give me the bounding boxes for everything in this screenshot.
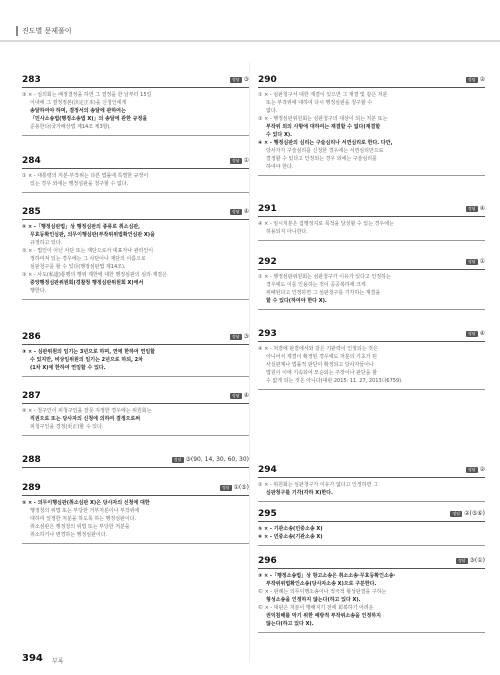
column-divider (249, 62, 250, 662)
explanation-line: 피청구인을 경정(更正)할 수 있다. (30, 424, 104, 430)
card-header (22, 392, 249, 404)
answer-card-q296 (258, 557, 485, 633)
card-header (22, 456, 249, 468)
explanation (258, 522, 485, 546)
answer-badge: 정답 (457, 557, 466, 563)
answer-value: ③ (243, 76, 249, 83)
explanation-line: 없다. (266, 108, 278, 114)
answer-badge: 정답 (467, 205, 476, 211)
explanation-line: 이내에 그 결정정본(決定正本)을 신청인에게 (30, 100, 127, 106)
card-header (22, 208, 249, 220)
explanation-line: 수 있지만, 비상임위원의 임기는 2년으로 하되, 2차 (30, 357, 143, 363)
explanation-line: 사실관계나 법률적 판단이 확정되고 당사자들이나 (266, 362, 374, 368)
card-header (258, 557, 485, 569)
explanation-line: 규정하고 있다. (30, 240, 63, 246)
card-header (22, 333, 249, 345)
explanation-line: 중앙행정심판위원회(경찰청 행정심판위원회 X)에서 (30, 280, 144, 286)
card-header (258, 205, 485, 217)
question-number: 289 (22, 483, 41, 493)
question-number: 290 (258, 75, 277, 85)
answer-card-q286 (22, 333, 249, 377)
explanation-line: ⑤ × - 기관소송(민중소송 X) (258, 526, 323, 532)
answer-key (230, 208, 249, 215)
answer-value: ③ (243, 333, 249, 340)
explanation-line: 준용한다(국가배상법 제14조 제3항). (30, 124, 112, 130)
answer-badge: 정답 (467, 466, 476, 472)
footer-section-label: 부록 (52, 658, 64, 665)
explanation-line: 권익침해를 막기 위한 예방적 부작위소송을 인정하지 (266, 613, 381, 619)
answer-card-q287 (22, 392, 249, 436)
answer-card-q293 (258, 330, 485, 390)
explanation-line: 대하여 일정한 처분을 하도록 하는 행정심판이다. (30, 516, 137, 522)
answer-badge: 정답 (231, 76, 240, 82)
explanation-line: © × - 대판은 처분이 행해지기 전에 회복하기 어려운 (258, 605, 374, 611)
header-marker (16, 26, 18, 36)
running-header: 진도별 문제풀이 (22, 27, 72, 35)
answer-badge: 정답 (231, 392, 240, 398)
answer-value: ④ (243, 208, 249, 215)
explanation (258, 569, 485, 633)
explanation-line: ① × - 심판청구서 대한 재결이 있으면 그 재결 및 같은 처분 (258, 92, 388, 98)
answer-value: ④ (479, 330, 485, 337)
explanation-line: 무효등확인심판, 의무이행심판(부작위위법확인심판 X)을 (30, 232, 155, 238)
answer-key (450, 510, 485, 517)
answer-value: ② (479, 466, 485, 473)
explanation-line: 법원이 이에 기속되어 모순되는 주장이나 판단을 할 (266, 370, 377, 376)
explanation-line: 위배된다고 인정하면 그 심판청구를 기각하는 재결을 (266, 290, 381, 296)
explanation-line: ① × - 대통령의 처분·부작위는 다른 법률에 특별한 규정이 (22, 173, 149, 179)
explanation-line: 취소하거나 변경하는 행정심판이다. (30, 532, 108, 538)
answer-card-q295 (258, 510, 485, 546)
explanation-line: ③ × - 행정심판위원회는 심판청구의 대상이 되는 처분 또는 (258, 116, 388, 122)
explanation-line: 또는 부작위에 대하여 다시 행정심판을 청구할 수 (266, 100, 373, 106)
answer-key (466, 330, 485, 337)
explanation-line: 허용되지 아니한다. (266, 229, 308, 235)
answer-value: ③(90, 14, 30, 60, 30) (185, 456, 249, 463)
question-number: 283 (22, 75, 41, 85)
answer-key (466, 258, 485, 265)
explanation-line: 하여야 한다. (266, 164, 294, 170)
explanation-line: ④ × - 행정심판의 심리는 구술심리나 서면심리로 한다. 다만, (258, 140, 393, 146)
answer-badge: 정답 (231, 157, 240, 163)
explanation-line: 있는 경우 외에는 행정심판을 청구할 수 없다. (30, 181, 129, 187)
answer-card-q291 (258, 205, 485, 241)
card-header (258, 258, 485, 270)
explanation-line: ① × - 행정심판위원회는 심판청구가 이유가 있다고 인정하는 (258, 274, 391, 280)
answer-key (230, 392, 249, 399)
answer-key (172, 456, 249, 463)
explanation (258, 342, 485, 390)
explanation-line: 정하여져 있는 경우에는 그 사단이나 재단의 이름으로 (30, 256, 146, 262)
explanation-line: ② × - 법인이 아닌 사단 또는 재단으로서 대표자나 관리인이 (22, 248, 154, 254)
explanation (22, 345, 249, 377)
answer-card-q289 (22, 484, 249, 544)
answer-value: ②(⑤⑥) (464, 510, 485, 517)
answer-badge: 정답 (173, 456, 182, 462)
answer-value: ④ (243, 392, 249, 399)
explanation (258, 478, 485, 502)
answer-badge: 정답 (231, 333, 240, 339)
explanation-line: ④ × - 청구인이 피청구인을 잘못 지정한 경우에는 위원회는 (22, 408, 152, 414)
answer-badge: 정답 (467, 330, 476, 336)
explanation-line: 직권으로 또는 당사자의 신청에 의하여 결정으로써 (30, 416, 141, 422)
explanation (258, 217, 485, 241)
question-number: 296 (258, 556, 277, 566)
explanation (22, 404, 249, 436)
card-header (258, 330, 485, 342)
page-number: 394 (22, 653, 43, 664)
explanation-line: 송달하여야 하며, 결정서의 송달에 관하여는 (30, 108, 126, 114)
explanation-line: 심판청구를 기각(각하 X)한다. (266, 490, 333, 496)
explanation-line: ④ × - 임시처분은 집행정지로 목적을 달성할 수 있는 경우에는 (258, 221, 394, 227)
explanation-line: ③ × - 심의회는 배정결정을 하면 그 결정을 한 날부터 15일 (22, 92, 152, 98)
header-rule (0, 40, 500, 42)
explanation-line: ⑥ × - 민중소송(기관소송 X) (258, 534, 323, 540)
explanation-line: 부작위위법확인소송(당사자소송 X)으로 구분한다. (266, 581, 377, 587)
question-number: 293 (258, 329, 277, 339)
explanation-line: 수 없게 되는 것은 아니다(대판 2015. 11. 27, 2013다6759). (266, 378, 403, 384)
answer-badge: 정답 (467, 258, 476, 264)
answer-badge: 정답 (452, 510, 461, 516)
question-number: 292 (258, 257, 277, 267)
question-number: 284 (22, 156, 41, 166)
answer-badge: 정답 (221, 484, 230, 490)
explanation-line: (1차 X)에 한하여 연임할 수 있다. (30, 365, 106, 371)
answer-card-q285 (22, 208, 249, 300)
answer-key (230, 157, 249, 164)
explanation-line: 결정할 수 있다고 인정되는 경우 외에는 구술심리를 (266, 156, 377, 162)
explanation-line: 행한다. (30, 288, 47, 294)
explanation-line: 취소심판은 행정청의 위법 또는 부당한 처분을 (30, 524, 130, 530)
card-header (258, 76, 485, 88)
answer-card-q294 (258, 466, 485, 502)
answer-key (466, 205, 485, 212)
explanation-line: 「민사소송법(행정소송법 X)」의 송달에 관한 규정을 (30, 116, 148, 122)
answer-badge: 정답 (467, 76, 476, 82)
explanation-line: ③ × - 심판위원의 임기는 3년으로 하며, 연에 한하여 연임할 (22, 349, 155, 355)
explanation-line: 형성소송을 인정하지 않는다(하고 있다 X). (266, 597, 361, 603)
question-number: 285 (22, 207, 41, 217)
answer-card-q284 (22, 157, 249, 193)
explanation (22, 496, 249, 544)
answer-key (220, 484, 249, 491)
answer-card-q290 (258, 76, 485, 176)
card-header (258, 466, 485, 478)
explanation-line: 행정청의 위법 또는 부당한 거부처분이나 부작위에 (30, 508, 140, 514)
card-header (22, 484, 249, 496)
explanation (258, 270, 485, 310)
explanation-line: ③ × -「행정소송법」상 항고소송은 취소소송·무효등확인소송· (258, 573, 396, 579)
explanation-line: ① × -「행정심판법」상 행정심판의 종류로 취소심판, (22, 224, 141, 230)
explanation-line: 당사자가 구술심리를 신청한 경우에는 서면심리만으로 (266, 148, 384, 154)
explanation-line: 심판청구를 할 수 있다(행정심판법 제14조). (30, 264, 126, 270)
explanation-line: 부작위 외의 사항에 대하여는 재결할 수 없다(재결할 (266, 124, 381, 130)
explanation-line: 않는다(하고 있다 X). (266, 621, 314, 627)
explanation-line: 수 있다 X). (266, 132, 293, 138)
answer-key (230, 76, 249, 83)
card-header (22, 76, 249, 88)
question-number: 286 (22, 332, 41, 342)
card-header (22, 157, 249, 169)
answer-key (466, 76, 485, 83)
answer-value: ④ (479, 205, 485, 212)
answer-key (466, 466, 485, 473)
answer-card-q292 (258, 258, 485, 310)
explanation (22, 169, 249, 193)
explanation-line: ⑤ × - 의무이행심판(취소심판 X)은 당사자의 신청에 대한 (22, 500, 150, 506)
explanation (22, 88, 249, 136)
explanation-line: 경우에도 이를 인용하는 것이 공공복리에 크게 (266, 282, 366, 288)
answer-badge: 정답 (231, 208, 240, 214)
answer-card-q283 (22, 76, 249, 136)
answer-value: ①(⑤) (233, 484, 249, 491)
answer-value: ① (243, 157, 249, 164)
answer-key (230, 333, 249, 340)
explanation-line: ② × - 위원회는 심판청구가 이유가 없다고 인정하면 그 (258, 482, 378, 488)
question-number: 294 (258, 465, 277, 475)
explanation-line: ③ × - 사도(私道)통행의 행위 제한에 대한 행정심판의 심리·재결은 (22, 272, 167, 278)
question-number: 288 (22, 455, 41, 465)
explanation-line: 아니어서 재결이 확정된 경우에도 처분의 기초가 된 (266, 354, 377, 360)
explanation (22, 220, 249, 300)
answer-key (456, 557, 485, 564)
question-number: 295 (258, 509, 277, 519)
answer-value: ③(①) (469, 557, 485, 564)
answer-value: ① (479, 258, 485, 265)
explanation (258, 88, 485, 176)
card-header (258, 510, 485, 522)
answer-card-q288 (22, 456, 249, 468)
question-number: 287 (22, 391, 41, 401)
question-number: 291 (258, 204, 277, 214)
answer-value: ② (479, 76, 485, 83)
explanation-line: © × - 판례는 의무이행소송이나 적극적 형성판결을 구하는 (258, 589, 387, 595)
explanation-line: ④ × - 처결에 판결에서와 같은 기판력이 인정되는 것은 (258, 346, 378, 352)
explanation-line: 할 수 있다(하여야 한다 X). (266, 298, 327, 304)
